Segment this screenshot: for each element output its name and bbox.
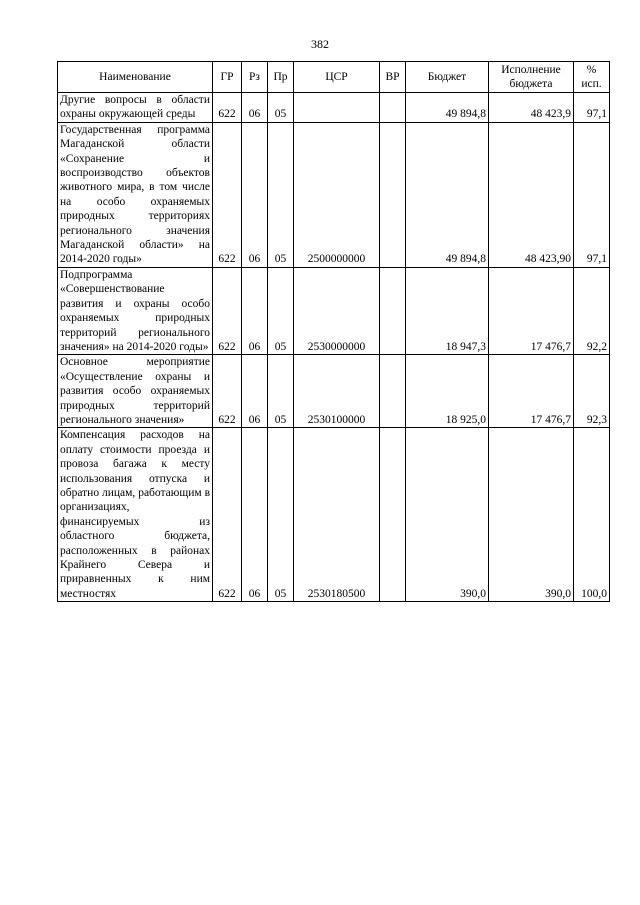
row-name: Компенсация расходов на оплату стоимости проезда и провоза багажа к месту использования отпуска и обратно лицам, работающим в организациях, финансируемых из областного бюджета, расположенных в районах Крайнего Севера и приравненных к ним местностях: [58, 428, 213, 602]
row-gr: 622: [213, 428, 242, 602]
row-pr: 05: [268, 355, 294, 428]
table-row: [58, 355, 610, 428]
row-budget: 49 894,8: [406, 93, 489, 123]
budget-table: [57, 61, 610, 602]
row-gr: 622: [213, 267, 242, 354]
row-name: Государственная программа Магаданской области «Сохранение и воспроизводство объектов животного мира, в том числе на особо охраняемых природных территориях регионального значения Магаданской области» на 2014-2020 годы»: [58, 122, 213, 267]
row-vr: [380, 428, 406, 602]
row-rz: 06: [242, 355, 268, 428]
row-vr: [380, 93, 406, 123]
header-execution: Исполнение бюджета: [489, 62, 574, 93]
row-csr: 2530100000: [294, 355, 380, 428]
row-csr: [294, 93, 380, 123]
header-vr: ВР: [380, 62, 406, 93]
row-name: Подпрограмма «Совершенствование развития и охраны особо охраняемых природных территорий регионального значения» на 2014-2020 годы»: [58, 267, 213, 354]
row-percent: 92,3: [574, 355, 610, 428]
row-execution: 48 423,9: [489, 93, 574, 123]
row-vr: [380, 355, 406, 428]
row-execution: 17 476,7: [489, 267, 574, 354]
row-csr: 2500000000: [294, 122, 380, 267]
row-rz: 06: [242, 267, 268, 354]
row-budget: 390,0: [406, 428, 489, 602]
row-gr: 622: [213, 122, 242, 267]
row-pr: 05: [268, 93, 294, 123]
row-pr: 05: [268, 267, 294, 354]
table-row: [58, 428, 610, 602]
row-vr: [380, 267, 406, 354]
header-name: Наименование: [58, 62, 213, 93]
row-percent: 92,2: [574, 267, 610, 354]
header-gr: ГР: [213, 62, 242, 93]
row-budget: 18 947,3: [406, 267, 489, 354]
row-percent: 97,1: [574, 122, 610, 267]
row-execution: 17 476,7: [489, 355, 574, 428]
row-pr: 05: [268, 428, 294, 602]
row-csr: 2530000000: [294, 267, 380, 354]
row-rz: 06: [242, 93, 268, 123]
row-rz: 06: [242, 122, 268, 267]
row-rz: 06: [242, 428, 268, 602]
header-budget: Бюджет: [406, 62, 489, 93]
row-budget: 18 925,0: [406, 355, 489, 428]
header-pr: Пр: [268, 62, 294, 93]
table-row: [58, 93, 610, 123]
table-row: [58, 122, 610, 267]
header-csr: ЦСР: [294, 62, 380, 93]
page-number: 382: [311, 37, 329, 51]
row-pr: 05: [268, 122, 294, 267]
row-percent: 97,1: [574, 93, 610, 123]
row-gr: 622: [213, 93, 242, 123]
row-vr: [380, 122, 406, 267]
row-budget: 49 894,8: [406, 122, 489, 267]
row-name: Другие вопросы в области охраны окружающей среды: [58, 93, 213, 123]
row-execution: 48 423,90: [489, 122, 574, 267]
row-gr: 622: [213, 355, 242, 428]
row-execution: 390,0: [489, 428, 574, 602]
table-header-row: [58, 62, 610, 93]
row-name: Основное мероприятие «Осуществление охраны и развития особо охраняемых природных территорий регионального значения»: [58, 355, 213, 428]
row-csr: 2530180500: [294, 428, 380, 602]
header-rz: Рз: [242, 62, 268, 93]
table-row: [58, 267, 610, 354]
row-percent: 100,0: [574, 428, 610, 602]
header-percent: % исп.: [574, 62, 610, 93]
